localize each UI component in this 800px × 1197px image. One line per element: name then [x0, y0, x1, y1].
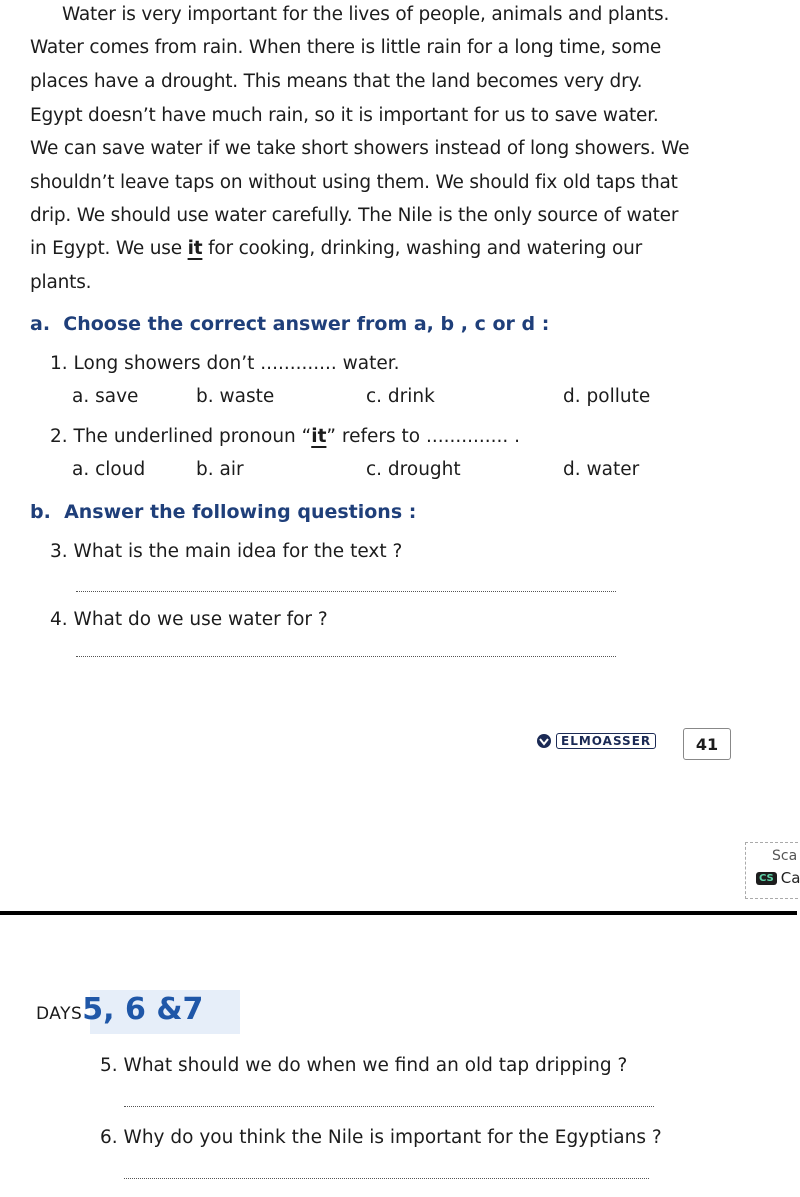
q2-underlined-word: it [311, 426, 327, 447]
passage-line-8 [30, 238, 642, 259]
section-a-label: a. [30, 313, 51, 335]
section-a-title: Choose the correct answer from a, b , c or d : [63, 313, 550, 335]
question-6: 6. Why do you think the Nile is important for the Egyptians ? [100, 1127, 662, 1148]
passage-line-4: Egypt doesn’t have much rain, so it is important for us to save water. [30, 105, 659, 126]
publisher-logo [536, 733, 656, 749]
answer-line-5[interactable] [124, 1106, 654, 1107]
section-a-heading [30, 313, 549, 335]
shield-icon [536, 733, 552, 749]
page-number: 41 [683, 728, 731, 760]
passage-line-1: Water is very important for the lives of people, animals and plants. [62, 4, 670, 25]
question-3: 3. What is the main idea for the text ? [50, 541, 403, 562]
scanner-text-2: Ca [780, 869, 800, 887]
q1-option-a[interactable]: a. save [72, 386, 139, 407]
q1-option-b[interactable]: b. waste [196, 386, 275, 407]
passage-line-7: drip. We should use water carefully. The Nile is the only source of water [30, 205, 679, 226]
q2-option-c[interactable]: c. drought [366, 459, 461, 480]
section-b-label: b. [30, 501, 51, 523]
days-header [36, 992, 203, 1027]
answer-line-4[interactable] [76, 656, 616, 657]
passage-line-8-pre: in Egypt. We use [30, 238, 188, 259]
q2-pre: 2. The underlined pronoun “ [50, 426, 312, 447]
passage-line-6: shouldn’t leave taps on without using them. We should fix old taps that [30, 172, 678, 193]
question-1: 1. Long showers don’t ............. water. [50, 353, 400, 374]
q1-option-c[interactable]: c. drink [366, 386, 435, 407]
q2-option-b[interactable]: b. air [196, 459, 244, 480]
question-5: 5. What should we do when we find an old tap dripping ? [100, 1055, 628, 1076]
passage-line-9: plants. [30, 272, 92, 293]
passage-line-2: Water comes from rain. When there is little rain for a long time, some [30, 37, 662, 58]
scanner-badge-row [756, 869, 800, 887]
page-divider [0, 911, 797, 915]
publisher-name: ELMOASSER [556, 733, 656, 749]
scanner-watermark [745, 842, 798, 899]
underlined-pronoun: it [187, 238, 203, 259]
passage-line-3: places have a drought. This means that the land becomes very dry. [30, 71, 643, 92]
q2-option-d[interactable]: d. water [563, 459, 640, 480]
q2-option-a[interactable]: a. cloud [72, 459, 146, 480]
question-4: 4. What do we use water for ? [50, 609, 328, 630]
section-b-heading [30, 501, 416, 523]
section-b-title: Answer the following questions : [64, 501, 417, 523]
days-prefix: DAYS [36, 1004, 83, 1024]
cs-logo-icon: CS [756, 872, 777, 885]
days-numbers: 5, 6 &7 [82, 992, 204, 1027]
q2-post: ” refers to .............. . [326, 426, 521, 447]
answer-line-3[interactable] [76, 591, 616, 592]
q1-option-d[interactable]: d. pollute [563, 386, 651, 407]
answer-line-6[interactable] [124, 1178, 649, 1179]
scanner-text-1: Sca [772, 848, 798, 864]
question-2 [50, 426, 520, 447]
passage-line-8-post: for cooking, drinking, washing and watering our [202, 238, 643, 259]
passage-line-5: We can save water if we take short showers instead of long showers. We [30, 138, 690, 159]
